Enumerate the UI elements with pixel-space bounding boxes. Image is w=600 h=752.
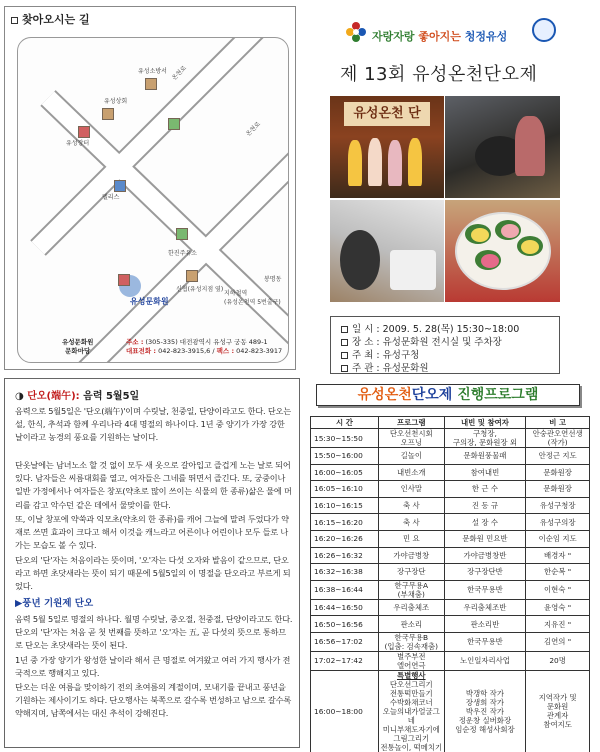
cell-program: 별주부전 엘어연극: [378, 651, 444, 670]
cell-note: 문화원장: [526, 481, 590, 498]
map-label-deli: 델리스: [102, 194, 120, 201]
dano-heading-prefix: 단오(端午):: [27, 391, 80, 402]
cell-program: 축 사: [378, 514, 444, 531]
cell-program: 내빈소개: [378, 464, 444, 481]
dano-paragraph-4: 단오의 '단'자는 처음이라는 뜻이며, '오'자는 다섯 오자와 발음이 같으므로, 단오라고 하면 초닷새라는 뜻이 되기 때문에 5월5일의 이 명절을 단오라고 부르게 되었다.: [15, 555, 291, 592]
info-date-text: 일 시 : 2009. 5. 28(목) 15:30~18:00: [352, 324, 520, 335]
dano-paragraph-1: 음력으로 5월5일은 '단오(端午)'이며 수릿날, 천중일, 단양이라고도 한다. 단오는 설, 한식, 추석과 함께 우리나라 4대 명절의 하나이다. 1년 중 양기가 가장 강한 날이라고 농경의 풍요를 기원하는 날이다.: [15, 406, 291, 443]
photo-hair-washing: [445, 96, 560, 198]
cell-time: 17:02~17:42: [311, 651, 379, 670]
fax-label: 팩스 :: [216, 347, 235, 355]
cell-note: 김연의 ": [526, 632, 590, 651]
map-label-cheongsa: 신협(유성지점 옆): [176, 286, 224, 293]
special-event-list: 단오선그리기 전통떡만들기 수박화채코너 오늘의내가얼굴그네 미니부채도자기에 그림그리기 전통놀이, 떡메치기: [380, 679, 443, 752]
column-header-time: 시 간: [311, 417, 379, 429]
dano-paragraph-6: 1년 중 가장 양기가 왕성한 날이라 해서 큰 명절로 여겨왔고 여러 가지 행사가 전국적으로 행해지고 있다.: [15, 655, 291, 679]
building-bank-icon: [176, 228, 188, 240]
cell-note: 문화원장: [526, 464, 590, 481]
cell-participants: 판소리반: [444, 616, 526, 633]
cell-participants: 구청장, 구의장, 문화원장 외: [444, 429, 526, 448]
table-row: [311, 514, 590, 531]
dano-paragraph-3: 또, 이날 창포에 약쑥과 익모초(약초의 한 종류)를 캐어 그늘에 말려 두었다가 약재로 쓰면 효과이 크다고 해서 이것을 캐느라고 어른이나 어린이나 모두 들로 나가는 모습도 볼 수 있다.: [15, 514, 289, 551]
info-host-text: 주 최 : 유성구청: [352, 350, 420, 361]
photo-children-craft: [330, 200, 444, 302]
map-label-bongmyeong: 봉명동: [264, 276, 282, 283]
cell-program: 한구무용A (부채춤): [378, 580, 444, 599]
program-table: [310, 416, 590, 752]
table-row: [311, 616, 590, 633]
table-row: [311, 564, 590, 581]
table-row-special: [311, 670, 590, 752]
event-info-box: [330, 316, 560, 374]
cell-program: 단오선천시회 오프닝: [378, 429, 444, 448]
phone-label: 대표전화 :: [126, 347, 156, 355]
cell-time: 16:44~16:50: [311, 599, 379, 616]
building-deli-icon: [114, 180, 126, 192]
cell-participants: 문화원 민요반: [444, 530, 526, 547]
table-row: [311, 530, 590, 547]
cell-time: 16:10~16:15: [311, 497, 379, 514]
table-row: [311, 481, 590, 498]
directions-section: [4, 6, 296, 370]
cell-program: 장구장단: [378, 564, 444, 581]
photo-rice-cakes: [445, 200, 560, 302]
info-host: [341, 347, 419, 361]
column-header-program: 프로그램: [378, 417, 444, 429]
cell-participants: 가야금병창반: [444, 547, 526, 564]
dano-heading-rest: 음력 5월5일: [79, 391, 140, 402]
table-row: [311, 547, 590, 564]
cell-program: 길놀이: [378, 448, 444, 465]
table-row: [311, 448, 590, 465]
cell-program: 한국무용B (입춤: 검속재춤): [378, 632, 444, 651]
cell-participants: 진 동 규: [444, 497, 526, 514]
cell-participants: 우리춤체조반: [444, 599, 526, 616]
festival-banner: 유성온천 단: [344, 102, 430, 126]
district-emblem-icon: [532, 18, 556, 42]
cell-participants: 한 근 수: [444, 481, 526, 498]
cell-note: 지역작가 및 문화원 관계자 참여지도: [526, 670, 590, 752]
info-organizer-text: 주 관 : 유성문화원: [352, 363, 429, 374]
address-label: 주소 :: [126, 338, 144, 346]
dano-paragraph-7: 단오는 더운 여름을 맞이하기 전의 초여름의 계절이며, 모내기를 끝내고 풍년을 기원하는 제사이기도 하다. 단오행사는 북쪽으로 갈수록 번성하고 남으로 갈수록 약해지며, 남쪽에서는 대신 추석이 강해진다.: [15, 682, 292, 719]
cell-participants: 설 장 수: [444, 514, 526, 531]
directions-title-text: 찾아오시는 길: [22, 13, 90, 26]
center-name-line2: 문화마당: [65, 347, 91, 355]
contact-info: 주소 : (305-335) 대전광역시 유성구 궁동 489-1 대표전화 : 042-823-3915,6 / 팩스 : 042-823-3917: [126, 338, 283, 355]
cell-time: 16:15~16:20: [311, 514, 379, 531]
map-label-fire: 유성소방서: [138, 68, 167, 75]
table-header-row: [311, 417, 590, 429]
center-name: [62, 338, 93, 356]
cell-note: 유성구청장: [526, 497, 590, 514]
map: [17, 37, 289, 363]
phone-value: 042-823-3915,6: [158, 347, 211, 355]
cell-participants: 박갱학 작가 장생희 작가 박우진 작가 정운창 실버화장 임순정 해성사회장: [444, 670, 526, 752]
center-name-line1: 유성문화원: [62, 338, 94, 346]
map-label-subway: 지하철역 (유성온천역 5번출구): [224, 290, 281, 306]
cell-note: 이현숙 ": [526, 580, 590, 599]
table-row: [311, 651, 590, 670]
cell-participants: 장구장단반: [444, 564, 526, 581]
cell-note: 안정근 지도: [526, 448, 590, 465]
slogan-part-2: 좋아지는: [418, 30, 461, 43]
building-shinhyup-icon: [186, 270, 198, 282]
square-bullet-icon: [341, 326, 348, 333]
cell-program: 민 요: [378, 530, 444, 547]
cell-time: 16:32~16:38: [311, 564, 379, 581]
table-row: [311, 497, 590, 514]
special-event-title: 특별행사: [396, 670, 426, 680]
dano-paragraph-2: 단옷날에는 남녀노소 할 것 없이 모두 새 옷으로 갈아입고 즐겁게 노는 날로 되어있다. 남자들은 씨름대회를 열고, 여자들은 그네를 뛰면서 즐긴다. 또, 궁중이나 일반 가정에서나 여자들은 창포(약초로 많이 쓰이는 식물의 한 종류)삶은 물에 머리를 감고 악수던 같은 데에서 물맞이를 한다.: [15, 460, 292, 510]
cell-note: 안숭관오연선생 (작가): [526, 429, 590, 448]
square-bullet-icon: [11, 17, 18, 24]
square-bullet-icon: [341, 352, 348, 359]
dano-paragraph-5: 음력 5월 5일로 명절의 하나다. 월명 수릿날, 중오절, 천중절, 단양이라고도 한다. 단오의 '단'자는 처음 곧 첫 번째를 뜻하고 '오'자는 五, 곧 다섯의 뜻으로 통하므로 단오는 초닷새라는 뜻이 된다.: [15, 614, 293, 651]
cell-time: 16:00~16:05: [311, 464, 379, 481]
table-row: [311, 464, 590, 481]
cell-participants: 노인일자리사업: [444, 651, 526, 670]
building-yuseong-icon: [102, 108, 114, 120]
cell-time: 16:50~16:56: [311, 616, 379, 633]
cell-time: 15:50~16:00: [311, 448, 379, 465]
cell-time: 16:56~17:02: [311, 632, 379, 651]
cell-time: 16:26~16:32: [311, 547, 379, 564]
table-row: [311, 580, 590, 599]
map-label-chinese: 한진주유소: [168, 250, 197, 257]
table-row: [311, 632, 590, 651]
cell-program: [378, 670, 444, 752]
address-value: (305-335) 대전광역시 유성구 궁동 489-1: [145, 338, 268, 346]
slogan: [372, 28, 507, 44]
cell-note: 지유진 ": [526, 616, 590, 633]
slogan-part-3: 청정유성: [464, 30, 508, 43]
info-place: [341, 334, 502, 348]
program-title: [316, 384, 580, 406]
map-label-sanghoe: 유성상회: [104, 98, 128, 105]
info-place-text: 장 소 : 유성문화원 전시실 및 주차장: [352, 337, 502, 348]
cell-time: 15:30~15:50: [311, 429, 379, 448]
program-title-part-1: 유성온천: [357, 387, 412, 403]
cell-time: 16:05~16:10: [311, 481, 379, 498]
cell-program: 판소리: [378, 616, 444, 633]
building-fire-station-icon: [145, 78, 157, 90]
cell-participants: 한국무용반: [444, 580, 526, 599]
cell-note: 한순복 ": [526, 564, 590, 581]
harvest-ritual-heading: ▶풍년 기원제 단오: [15, 598, 94, 609]
cell-participants: 한국무용반: [444, 632, 526, 651]
square-bullet-icon: [341, 339, 348, 346]
cell-time: 16:00~18:00: [311, 670, 379, 752]
cell-note: 20명: [526, 651, 590, 670]
info-date: [341, 321, 519, 335]
map-label-road: 온천로: [244, 120, 263, 138]
dano-heading: ◑ 단오(端午): 음력 5월5일: [15, 391, 140, 402]
cell-participants: 참여내빈: [444, 464, 526, 481]
yuseong-flower-logo-icon: [346, 22, 366, 42]
dano-description-section: [4, 378, 300, 748]
cell-program: 우리춤체조: [378, 599, 444, 616]
cell-program: 인사말: [378, 481, 444, 498]
info-organizer: [341, 360, 429, 374]
table-row: [311, 429, 590, 448]
directions-title: [11, 11, 90, 27]
map-label-oncheonro: 온천로: [170, 64, 189, 82]
square-bullet-icon: [341, 365, 348, 372]
column-header-participants: 내빈 및 참여자: [444, 417, 526, 429]
photo-dancers: [330, 96, 444, 198]
cell-participants: 문화원풍물패: [444, 448, 526, 465]
building-hanbit-icon: [168, 118, 180, 130]
map-label-office: 유성문화원: [130, 297, 169, 306]
cell-program: 축 사: [378, 497, 444, 514]
fax-value: 042-823-3917: [236, 347, 283, 355]
column-header-note: 비 고: [526, 417, 590, 429]
cell-note: 윤영숙 ": [526, 599, 590, 616]
cell-time: 16:38~16:44: [311, 580, 379, 599]
slogan-part-1: 자랑자랑: [372, 30, 415, 43]
map-label-market: 유성장터: [66, 140, 90, 147]
program-title-part-2: 단오제: [411, 387, 453, 403]
cell-note: 이순임 지도: [526, 530, 590, 547]
building-market-icon: [78, 126, 90, 138]
page-title: 제 13회 유성온천단오제: [340, 64, 538, 85]
program-title-part-3: 진행프로그램: [452, 387, 539, 403]
cell-program: 가야금병창: [378, 547, 444, 564]
cell-note: 유성구의장: [526, 514, 590, 531]
building-center-icon: [118, 274, 130, 286]
cell-note: 배경자 ": [526, 547, 590, 564]
cell-time: 16:20~16:26: [311, 530, 379, 547]
table-row: [311, 599, 590, 616]
program-rows: [311, 429, 590, 752]
